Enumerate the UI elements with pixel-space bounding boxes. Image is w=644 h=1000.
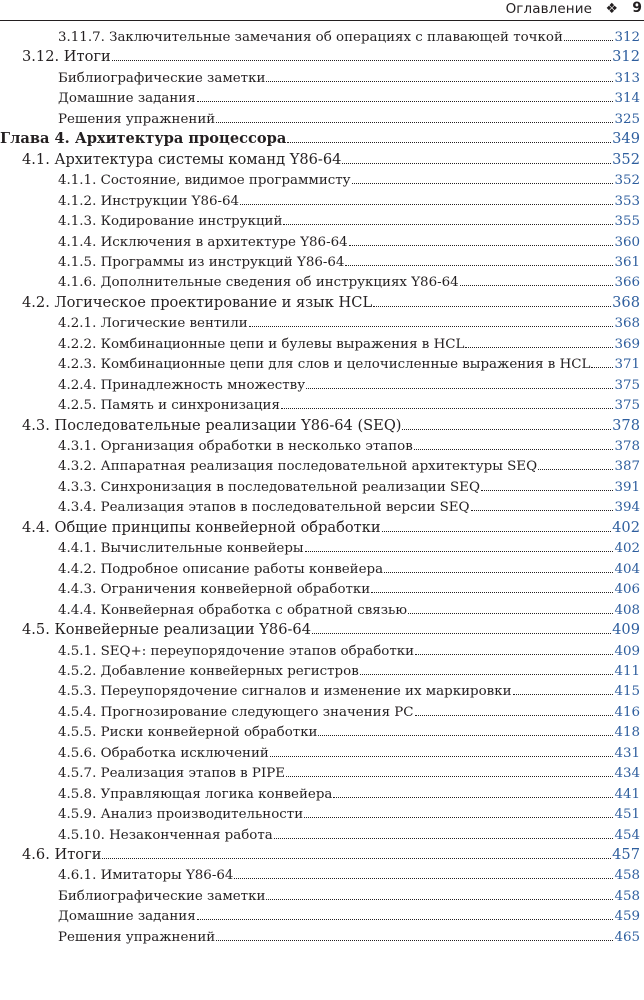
toc-entry-title: 4.5.4. Прогнозирование следующего значения PC — [58, 704, 414, 720]
toc-entry-page[interactable]: 409 — [614, 643, 640, 659]
toc-entry-page[interactable]: 375 — [614, 398, 640, 414]
dot-leader — [414, 436, 614, 450]
toc-entry[interactable] — [58, 804, 640, 823]
dot-leader — [197, 88, 614, 102]
toc-entry-title: 3.11.7. Заключительные замечания об операциях с плавающей точкой — [58, 30, 563, 45]
dot-leader — [360, 661, 614, 675]
toc-entry-title: 4.2.3. Комбинационные цепи для слов и целочисленные выражения в HCL — [58, 357, 591, 373]
dot-leader — [249, 313, 614, 327]
toc-entry[interactable] — [58, 436, 640, 455]
dot-leader — [102, 845, 611, 859]
toc-entry-page[interactable]: 404 — [614, 561, 640, 577]
toc-entry[interactable] — [22, 293, 640, 312]
toc-entry[interactable] — [58, 600, 640, 619]
toc-entry[interactable] — [58, 27, 640, 46]
toc-entry-title: 4.3.3. Синхронизация в последовательной реализации SEQ — [58, 479, 480, 495]
toc-entry-page[interactable]: 368 — [612, 293, 640, 311]
toc-entry-page[interactable]: 360 — [614, 234, 640, 250]
toc-entry-page[interactable]: 416 — [614, 704, 640, 720]
toc-entry-title: 4.5.3. Переупорядочение сигналов и изменение их маркировки — [58, 684, 512, 700]
toc-entry[interactable] — [58, 579, 640, 598]
dot-leader — [283, 211, 613, 225]
toc-entry-title: 4.3. Последовательные реализации Y86-64 (SEQ) — [22, 416, 402, 434]
dot-leader — [384, 559, 613, 573]
toc-entry[interactable] — [58, 211, 640, 230]
dot-leader — [471, 497, 614, 511]
dot-leader — [402, 416, 611, 430]
toc-entry-page[interactable]: 313 — [614, 70, 640, 86]
toc-entry-page[interactable]: 418 — [614, 725, 640, 741]
dot-leader — [266, 68, 613, 82]
toc-entry-title: 4.6. Итоги — [22, 846, 102, 863]
toc-entry-title: Глава 4. Архитектура процессора — [0, 130, 287, 148]
dot-leader — [513, 681, 614, 695]
toc-entry-page[interactable]: 454 — [614, 827, 640, 843]
toc-entry[interactable] — [22, 620, 640, 639]
toc-entry-title: 4.1.6. Дополнительные сведения об инструкциях Y86-64 — [58, 275, 459, 291]
toc-entry-title: 4.1.3. Кодирование инструкций — [58, 214, 283, 230]
toc-entry-page[interactable]: 402 — [614, 541, 640, 557]
dot-leader — [349, 232, 614, 246]
toc-entry-title: 4.5.5. Риски конвейерной обработки — [58, 725, 318, 741]
dot-leader — [266, 886, 613, 900]
toc-entry[interactable] — [58, 927, 640, 946]
toc-entry[interactable] — [58, 559, 640, 578]
toc-entry[interactable] — [58, 88, 640, 107]
toc-entry-page[interactable]: 441 — [614, 786, 640, 802]
toc-entry-title: 4.1.5. Программы из инструкций Y86-64 — [58, 254, 345, 270]
toc-entry[interactable] — [58, 191, 640, 210]
dot-leader — [270, 743, 614, 757]
toc-entry-page[interactable]: 394 — [614, 500, 640, 516]
toc-entry[interactable] — [58, 722, 640, 741]
toc-entry-title: 4.2.1. Логические вентили — [58, 316, 248, 332]
toc-entry-page[interactable]: 375 — [614, 377, 640, 393]
toc-entry[interactable] — [22, 416, 640, 435]
toc-entry[interactable] — [22, 845, 640, 864]
toc-entry[interactable] — [58, 681, 640, 700]
toc-entry-page[interactable]: 378 — [614, 439, 640, 454]
toc-entry-title: 4.4.4. Конвейерная обработка с обратной связью — [58, 602, 407, 618]
toc-entry[interactable] — [58, 763, 640, 782]
dot-leader — [306, 375, 613, 389]
toc-entry-title: 4.5.2. Добавление конвейерных регистров — [58, 663, 359, 679]
dot-leader — [373, 293, 611, 307]
toc-entry[interactable] — [58, 456, 640, 475]
toc-entry-title: 4.6.1. Имитаторы Y86-64 — [58, 868, 234, 884]
toc-entry[interactable] — [58, 109, 640, 128]
toc-entry-page[interactable]: 366 — [614, 275, 640, 291]
toc-entry-page[interactable]: 402 — [612, 518, 640, 536]
toc-entry-title: 3.12. Итоги — [22, 48, 111, 66]
running-header — [0, 0, 644, 24]
dot-leader — [112, 47, 611, 61]
toc-entry-page[interactable]: 431 — [614, 745, 640, 761]
toc-entry-page[interactable]: 458 — [614, 888, 640, 904]
toc-entry-title: 4.1.4. Исключения в архитектуре Y86-64 — [58, 234, 348, 250]
toc-entry-page[interactable]: 406 — [614, 582, 640, 598]
running-header-title: Оглавление — [505, 1, 592, 17]
dot-leader — [415, 702, 614, 716]
toc-entry-page[interactable]: 312 — [612, 48, 640, 66]
toc-entry-page[interactable]: 459 — [614, 909, 640, 925]
toc-entry[interactable] — [0, 129, 640, 148]
dot-leader — [305, 538, 614, 552]
toc-entry-title: 4.3.1. Организация обработки в несколько этапов — [58, 439, 413, 454]
toc-entry[interactable] — [58, 702, 640, 721]
dot-leader — [465, 334, 613, 348]
toc-entry-title: 4.4.2. Подробное описание работы конвейера — [58, 561, 384, 577]
toc-entry-title: 4.1.1. Состояние, видимое программисту — [58, 173, 351, 189]
dot-leader — [274, 825, 614, 839]
toc-entry[interactable] — [58, 865, 640, 884]
dot-leader — [318, 722, 613, 736]
ornament-icon: ❖ — [605, 1, 618, 17]
toc-entry[interactable] — [58, 497, 640, 516]
toc-entry-page[interactable]: 409 — [612, 621, 640, 639]
toc-entry-page[interactable]: 415 — [614, 684, 640, 700]
toc-entry-page[interactable]: 387 — [614, 459, 640, 475]
toc-entry-page[interactable]: 352 — [614, 173, 640, 189]
toc-entry-page[interactable]: 434 — [614, 766, 640, 782]
toc-entry-title: 4.3.2. Аппаратная реализация последовательной архитектуры SEQ — [58, 459, 538, 475]
toc-entry-page[interactable]: 411 — [614, 663, 640, 679]
toc-entry-page[interactable]: 408 — [614, 602, 640, 618]
toc-entry[interactable] — [58, 477, 640, 496]
toc-entry-title: Библиографические заметки — [58, 70, 266, 86]
toc-entry-page[interactable]: 361 — [614, 254, 640, 270]
toc-entry[interactable] — [58, 886, 640, 905]
toc-entry[interactable] — [58, 661, 640, 680]
toc-entry-page[interactable]: 355 — [614, 214, 640, 230]
dot-leader — [591, 354, 613, 368]
toc-entry-page[interactable]: 369 — [614, 336, 640, 352]
toc-entry-page[interactable]: 325 — [614, 111, 640, 127]
toc-entry[interactable] — [58, 743, 640, 762]
toc-entry-page[interactable]: 465 — [614, 929, 640, 945]
toc-entry-title: 4.5. Конвейерные реализации Y86-64 — [22, 621, 311, 639]
header-divider — [0, 20, 644, 21]
toc-entry[interactable] — [58, 68, 640, 87]
toc-entry[interactable] — [58, 334, 640, 353]
toc-entry-page[interactable]: 458 — [614, 868, 640, 884]
toc-entry[interactable] — [58, 354, 640, 373]
toc-entry-page[interactable]: 353 — [614, 193, 640, 209]
toc-entry-title: 4.5.6. Обработка исключений — [58, 745, 269, 761]
toc-entry-title: 4.5.10. Незаконченная работа — [58, 827, 273, 843]
dot-leader — [460, 272, 614, 286]
toc-entry-title: 4.1.2. Инструкции Y86-64 — [58, 193, 240, 209]
toc-entry-title: Домашние задания — [58, 91, 196, 107]
toc-entry-page[interactable]: 352 — [612, 150, 640, 168]
toc-entry[interactable] — [58, 272, 640, 291]
dot-leader — [240, 191, 613, 205]
toc-entry[interactable] — [58, 906, 640, 925]
dot-leader — [216, 109, 613, 123]
toc-entry[interactable] — [58, 313, 640, 332]
dot-leader — [286, 763, 613, 777]
toc-entry-title: Решения упражнений — [58, 929, 216, 945]
toc-entry[interactable] — [58, 641, 640, 660]
dot-leader — [287, 129, 611, 143]
toc-entry-title: 4.2.4. Принадлежность множеству — [58, 377, 306, 393]
dot-leader — [333, 784, 613, 798]
toc-entry[interactable] — [58, 375, 640, 394]
toc-entry[interactable] — [22, 150, 640, 169]
toc-entry-title: 4.1. Архитектура системы команд Y86-64 — [22, 150, 342, 168]
toc-entry[interactable] — [58, 232, 640, 251]
toc-entry[interactable] — [58, 825, 640, 844]
toc-entry-page[interactable]: 451 — [614, 807, 640, 823]
toc-entry-page[interactable]: 371 — [614, 357, 640, 373]
toc-entry-page[interactable]: 457 — [612, 846, 640, 863]
dot-leader — [382, 518, 612, 532]
toc-entry[interactable] — [58, 538, 640, 557]
dot-leader — [408, 600, 613, 614]
toc-entry[interactable] — [58, 395, 640, 414]
toc-entry-title: 4.5.8. Управляющая логика конвейера — [58, 786, 333, 802]
dot-leader — [564, 27, 614, 41]
toc-entry-title: 4.5.1. SEQ+: переупорядочение этапов обработки — [58, 643, 415, 659]
dot-leader — [371, 579, 613, 593]
toc-entry-title: 4.4.1. Вычислительные конвейеры — [58, 541, 304, 557]
toc-entry-title: Библиографические заметки — [58, 888, 266, 904]
toc-entry-page[interactable]: 314 — [614, 91, 640, 107]
dot-leader — [415, 641, 613, 655]
toc-entry-title: 4.2. Логическое проектирование и язык HCL — [22, 293, 373, 311]
toc-entry-title: 4.2.2. Комбинационные цепи и булевы выражения в HCL — [58, 336, 465, 352]
dot-leader — [304, 804, 613, 818]
toc-entry[interactable] — [22, 518, 640, 537]
toc-entry[interactable] — [22, 47, 640, 66]
dot-leader — [216, 927, 613, 941]
toc-entry-page[interactable]: 391 — [614, 479, 640, 495]
toc-entry-title: 4.4. Общие принципы конвейерной обработки — [22, 518, 381, 536]
toc-entry-page[interactable]: 349 — [612, 130, 640, 148]
toc-entry-page[interactable]: 368 — [614, 316, 640, 332]
toc-entry-title: 4.5.7. Реализация этапов в PIPE — [58, 766, 286, 782]
toc-entry-title: 4.4.3. Ограничения конвейерной обработки — [58, 582, 371, 598]
dot-leader — [281, 395, 614, 409]
dot-leader — [342, 150, 611, 164]
dot-leader — [481, 477, 614, 491]
dot-leader — [312, 620, 611, 634]
toc-entry-title: 4.2.5. Память и синхронизация — [58, 398, 280, 414]
toc-entry-title: Решения упражнений — [58, 111, 216, 127]
dot-leader — [352, 170, 614, 184]
toc-entry-title: Домашние задания — [58, 909, 196, 925]
toc-entry[interactable] — [58, 784, 640, 803]
dot-leader — [345, 252, 613, 266]
dot-leader — [538, 456, 613, 470]
toc-entry-title: 4.5.9. Анализ производительности — [58, 807, 304, 823]
toc-entry[interactable] — [58, 170, 640, 189]
toc-entry[interactable] — [58, 252, 640, 271]
dot-leader — [234, 865, 613, 879]
page-number: 9 — [632, 0, 642, 16]
toc-entry-page[interactable]: 312 — [614, 30, 640, 45]
toc-entry-page[interactable]: 378 — [612, 416, 640, 434]
dot-leader — [197, 906, 614, 920]
toc-entry-title: 4.3.4. Реализация этапов в последовательной версии SEQ — [58, 500, 470, 516]
